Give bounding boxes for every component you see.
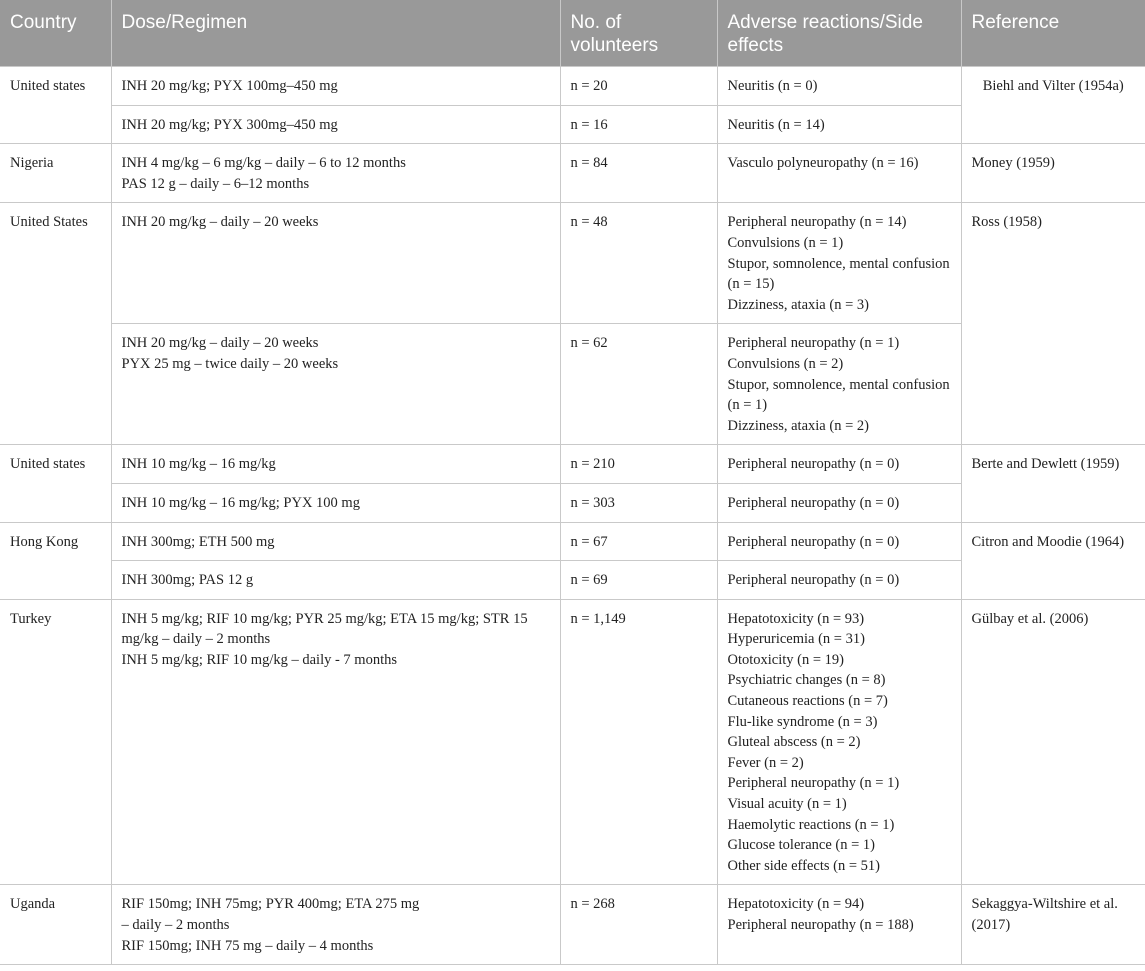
reference-cell: Ross (1958) xyxy=(961,203,1145,445)
reaction-line: Convulsions (n = 1) xyxy=(727,234,844,251)
volunteers-cell: n = 67 xyxy=(560,522,717,561)
dose-line: INH 5 mg/kg; RIF 10 mg/kg – daily - 7 months xyxy=(121,651,397,668)
reaction-line: Neuritis (n = 0) xyxy=(727,78,818,94)
dose-line: PYX 25 mg – twice daily – 20 weeks xyxy=(121,355,339,372)
dose-line: INH 4 mg/kg – 6 mg/kg – daily – 6 to 12 months xyxy=(121,155,406,172)
table-row xyxy=(0,522,1145,561)
dose-cell xyxy=(111,144,560,203)
dose-cell xyxy=(111,599,560,885)
reactions-cell xyxy=(717,144,961,203)
header-volunteers: No. of volunteers xyxy=(560,0,717,67)
dose-line: INH 10 mg/kg – 16 mg/kg xyxy=(121,456,276,473)
reactions-cell xyxy=(717,203,961,324)
dose-cell xyxy=(111,445,560,484)
volunteers-cell: n = 268 xyxy=(560,885,717,965)
reaction-line: Peripheral neuropathy (n = 1) xyxy=(727,335,900,352)
country-cell: Uganda xyxy=(0,885,111,965)
reaction-line: Peripheral neuropathy (n = 0) xyxy=(727,533,900,550)
reaction-line: Haemolytic reactions (n = 1) xyxy=(727,816,895,833)
country-cell: United states xyxy=(0,67,111,144)
table-row xyxy=(0,144,1145,203)
reactions-cell xyxy=(717,885,961,965)
reaction-line: Peripheral neuropathy (n = 0) xyxy=(727,494,900,511)
reactions-cell xyxy=(717,483,961,522)
dose-line: RIF 150mg; INH 75mg; PYR 400mg; ETA 275 mg – daily – 2 months xyxy=(121,896,420,933)
reaction-line: Psychiatric changes (n = 8) xyxy=(727,672,886,689)
country-cell: Turkey xyxy=(0,599,111,885)
dose-line: INH 10 mg/kg – 16 mg/kg; PYX 100 mg xyxy=(121,494,360,511)
reaction-line: Hyperuricemia (n = 31) xyxy=(727,631,865,648)
reaction-line: Convulsions (n = 2) xyxy=(727,355,844,372)
country-cell: Hong Kong xyxy=(0,522,111,599)
reactions-cell xyxy=(717,599,961,885)
volunteers-cell: n = 1,149 xyxy=(560,599,717,885)
country-cell: United states xyxy=(0,445,111,522)
reactions-cell xyxy=(717,324,961,445)
header-dose-regimen: Dose/Regimen xyxy=(111,0,560,67)
reaction-line: Stupor, somnolence, mental confusion (n = 1) xyxy=(727,376,950,414)
table-row xyxy=(0,203,1145,324)
volunteers-cell: n = 84 xyxy=(560,144,717,203)
reaction-line: Fever (n = 2) xyxy=(727,754,804,771)
table-row xyxy=(0,67,1145,106)
reaction-line: Dizziness, ataxia (n = 2) xyxy=(727,417,869,434)
volunteers-cell: n = 210 xyxy=(560,445,717,484)
header-reference: Reference xyxy=(961,0,1145,67)
reaction-line: Cutaneous reactions (n = 7) xyxy=(727,693,888,710)
reactions-cell xyxy=(717,67,961,106)
reference-cell: Sekaggya-Wiltshire et al. (2017) xyxy=(961,885,1145,965)
reaction-line: Peripheral neuropathy (n = 188) xyxy=(727,917,914,933)
reaction-line: Peripheral neuropathy (n = 1) xyxy=(727,775,900,792)
table-row xyxy=(0,885,1145,965)
reaction-line: Peripheral neuropathy (n = 0) xyxy=(727,456,900,473)
dose-line: PAS 12 g – daily – 6–12 months xyxy=(121,175,310,192)
reaction-line: Peripheral neuropathy (n = 14) xyxy=(727,214,907,231)
dose-cell xyxy=(111,105,560,144)
table-row xyxy=(0,445,1145,484)
volunteers-cell: n = 20 xyxy=(560,67,717,106)
country-cell: Nigeria xyxy=(0,144,111,203)
dose-cell xyxy=(111,561,560,600)
reaction-line: Visual acuity (n = 1) xyxy=(727,796,847,813)
reaction-line: Vasculo polyneuropathy (n = 16) xyxy=(727,155,919,172)
reference-cell: Citron and Moodie (1964) xyxy=(961,522,1145,599)
dose-cell xyxy=(111,885,560,965)
volunteers-cell: n = 303 xyxy=(560,483,717,522)
dose-cell xyxy=(111,67,560,106)
reactions-cell xyxy=(717,561,961,600)
reaction-line: Ototoxicity (n = 19) xyxy=(727,651,845,668)
reaction-line: Dizziness, ataxia (n = 3) xyxy=(727,296,869,313)
header-country: Country xyxy=(0,0,111,67)
dose-line: INH 20 mg/kg – daily – 20 weeks xyxy=(121,214,319,231)
reactions-cell xyxy=(717,445,961,484)
dose-line: INH 20 mg/kg – daily – 20 weeks xyxy=(121,335,319,352)
reaction-line: Stupor, somnolence, mental confusion (n = 15) xyxy=(727,255,950,293)
reaction-line: Flu-like syndrome (n = 3) xyxy=(727,713,878,730)
reference-cell: Biehl and Vilter (1954a) xyxy=(961,67,1145,144)
reaction-line: Glucose tolerance (n = 1) xyxy=(727,837,875,854)
dose-line: INH 20 mg/kg; PYX 100mg–450 mg xyxy=(121,78,338,94)
dose-cell xyxy=(111,324,560,445)
reference-cell: Gülbay et al. (2006) xyxy=(961,599,1145,885)
dose-line: INH 20 mg/kg; PYX 300mg–450 mg xyxy=(121,116,338,133)
dose-cell xyxy=(111,483,560,522)
reactions-cell xyxy=(717,105,961,144)
reaction-line: Other side effects (n = 51) xyxy=(727,857,880,874)
dose-cell xyxy=(111,203,560,324)
dose-line: INH 5 mg/kg; RIF 10 mg/kg; PYR 25 mg/kg; ETA 15 mg/kg; STR 15 mg/kg – daily – 2 months xyxy=(121,610,528,648)
reactions-cell xyxy=(717,522,961,561)
header-adverse-reactions: Adverse reactions/Side effects xyxy=(717,0,961,67)
volunteers-cell: n = 16 xyxy=(560,105,717,144)
volunteers-cell: n = 48 xyxy=(560,203,717,324)
country-cell: United States xyxy=(0,203,111,445)
volunteers-cell: n = 69 xyxy=(560,561,717,600)
reaction-line: Hepatotoxicity (n = 94) xyxy=(727,896,865,913)
reaction-line: Peripheral neuropathy (n = 0) xyxy=(727,572,900,589)
reference-cell: Berte and Dewlett (1959) xyxy=(961,445,1145,522)
dose-line: RIF 150mg; INH 75 mg – daily – 4 months xyxy=(121,937,374,954)
reaction-line: Gluteal abscess (n = 2) xyxy=(727,734,861,751)
dose-cell xyxy=(111,522,560,561)
reference-cell: Money (1959) xyxy=(961,144,1145,203)
reaction-line: Neuritis (n = 14) xyxy=(727,116,825,133)
volunteers-cell: n = 62 xyxy=(560,324,717,445)
dose-line: INH 300mg; ETH 500 mg xyxy=(121,533,275,550)
table-row xyxy=(0,599,1145,885)
reaction-line: Hepatotoxicity (n = 93) xyxy=(727,610,865,627)
dose-line: INH 300mg; PAS 12 g xyxy=(121,572,254,589)
header-row xyxy=(0,0,1145,67)
